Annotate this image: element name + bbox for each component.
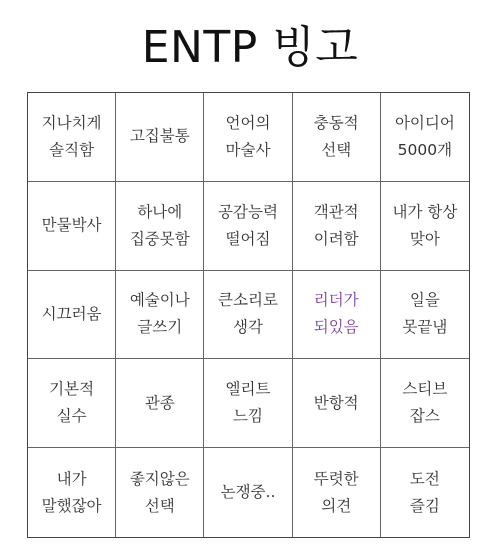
- bingo-cell[interactable]: 언어의 마술사: [204, 93, 292, 182]
- bingo-cell-highlighted[interactable]: 리더가 되있음: [293, 271, 381, 360]
- bingo-cell[interactable]: 시끄러움: [28, 271, 116, 360]
- bingo-cell[interactable]: 좋지않은 선택: [116, 448, 204, 537]
- page-title: ENTP 빙고: [141, 22, 359, 73]
- bingo-cell[interactable]: 내가 말했잖아: [28, 448, 116, 537]
- bingo-cell[interactable]: 내가 항상 맞아: [381, 182, 469, 271]
- bingo-cell[interactable]: 일을 못끝냄: [381, 271, 469, 360]
- bingo-grid: [27, 92, 470, 538]
- bingo-cell[interactable]: 뚜렷한 의견: [293, 448, 381, 537]
- bingo-cell[interactable]: 충동적 선택: [293, 93, 381, 182]
- bingo-cell[interactable]: 만물박사: [28, 182, 116, 271]
- bingo-cell[interactable]: 예술이나 글쓰기: [116, 271, 204, 360]
- bingo-cell[interactable]: 큰소리로 생각: [204, 271, 292, 360]
- bingo-cell[interactable]: 공감능력 떨어짐: [204, 182, 292, 271]
- bingo-cell[interactable]: 아이디어 5000개: [381, 93, 469, 182]
- bingo-cell[interactable]: 지나치게 솔직함: [28, 93, 116, 182]
- bingo-cell[interactable]: 고집불통: [116, 93, 204, 182]
- bingo-cell[interactable]: 스티브 잡스: [381, 359, 469, 448]
- bingo-cell[interactable]: 논쟁중..: [204, 448, 292, 537]
- bingo-cell[interactable]: 기본적 실수: [28, 359, 116, 448]
- bingo-cell[interactable]: 도전 즐김: [409, 469, 440, 515]
- bingo-cell[interactable]: 하나에 집중못함: [116, 182, 204, 271]
- bingo-cell[interactable]: 엘리트 느낌: [204, 359, 292, 448]
- bingo-cell[interactable]: 관종: [116, 359, 204, 448]
- bingo-cell[interactable]: 객관적 이려함: [293, 182, 381, 271]
- bingo-cell[interactable]: 반항적: [293, 359, 381, 448]
